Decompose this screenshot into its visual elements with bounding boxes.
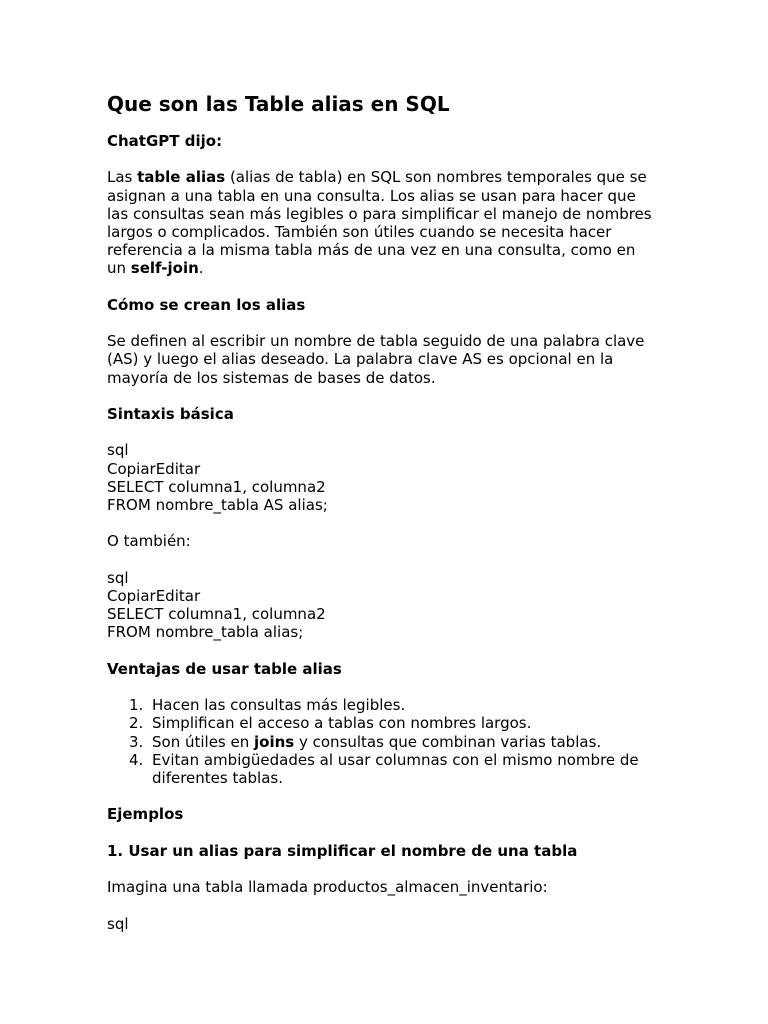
also-text: O también: xyxy=(107,532,191,551)
code-language: sql xyxy=(107,568,129,587)
list-item: 1. Hacen las consultas más legibles. xyxy=(129,696,406,715)
code-language: sql xyxy=(107,914,129,933)
list-number: 4. xyxy=(129,750,144,769)
code-line: FROM nombre_tabla alias; xyxy=(107,623,304,642)
copy-edit-tools: CopiarEditar xyxy=(107,459,201,478)
copy-edit-tools: CopiarEditar xyxy=(107,586,201,605)
term-table-alias: table alias xyxy=(137,168,226,187)
intro-paragraph: Las table alias (alias de tabla) en SQL son nombres temporales que se asignan a una tabla en una consulta. Los alias se usan para hacer que las consultas sean más legibles o para simplificar el manejo de nombres largos o complicados. También son útiles cuando se necesita hacer referencia a la misma tabla más de una vez en una consulta, como en un self-join. xyxy=(107,168,652,278)
term-self-join: self-join xyxy=(130,259,199,278)
code-line: SELECT columna1, columna2 xyxy=(107,605,326,624)
term-joins: joins xyxy=(254,732,295,751)
list-number: 1. xyxy=(129,696,144,715)
code-line: SELECT columna1, columna2 xyxy=(107,477,326,496)
spacer xyxy=(107,150,667,168)
author-line: ChatGPT dijo: xyxy=(107,132,223,150)
list-item: 2. Simplifican el acceso a tablas con nombres largos. xyxy=(129,714,532,733)
section-heading-advantages: Ventajas de usar table alias xyxy=(107,659,342,678)
code-line: FROM nombre_tabla AS alias; xyxy=(107,495,328,514)
document-page xyxy=(107,90,667,933)
section-heading-create: Cómo se crean los alias xyxy=(107,295,306,314)
section-heading-syntax: Sintaxis básica xyxy=(107,404,234,423)
list-number: 3. xyxy=(129,732,144,751)
code-block xyxy=(107,441,667,514)
example-subheading: 1. Usar un alias para simplificar el nombre de una tabla xyxy=(107,841,578,860)
code-language: sql xyxy=(107,441,129,460)
list-item: 3. Son útiles en joins y consultas que combinan varias tablas. xyxy=(129,732,602,751)
section-heading-examples: Ejemplos xyxy=(107,805,184,824)
page-title: Que son las Table alias en SQL xyxy=(107,92,450,116)
create-paragraph: Se definen al escribir un nombre de tabla seguido de una palabra clave (AS) y luego el alias deseado. La palabra clave AS es opcional en la mayoría de los sistemas de bases de datos. xyxy=(107,332,645,387)
advantages-list xyxy=(107,696,667,787)
list-number: 2. xyxy=(129,714,144,733)
code-block xyxy=(107,569,667,642)
list-item: 4. Evitan ambigüedades al usar columnas con el mismo nombre de diferentes tablas. xyxy=(129,750,639,787)
example-text: Imagina una tabla llamada productos_almacen_inventario: xyxy=(107,878,548,897)
